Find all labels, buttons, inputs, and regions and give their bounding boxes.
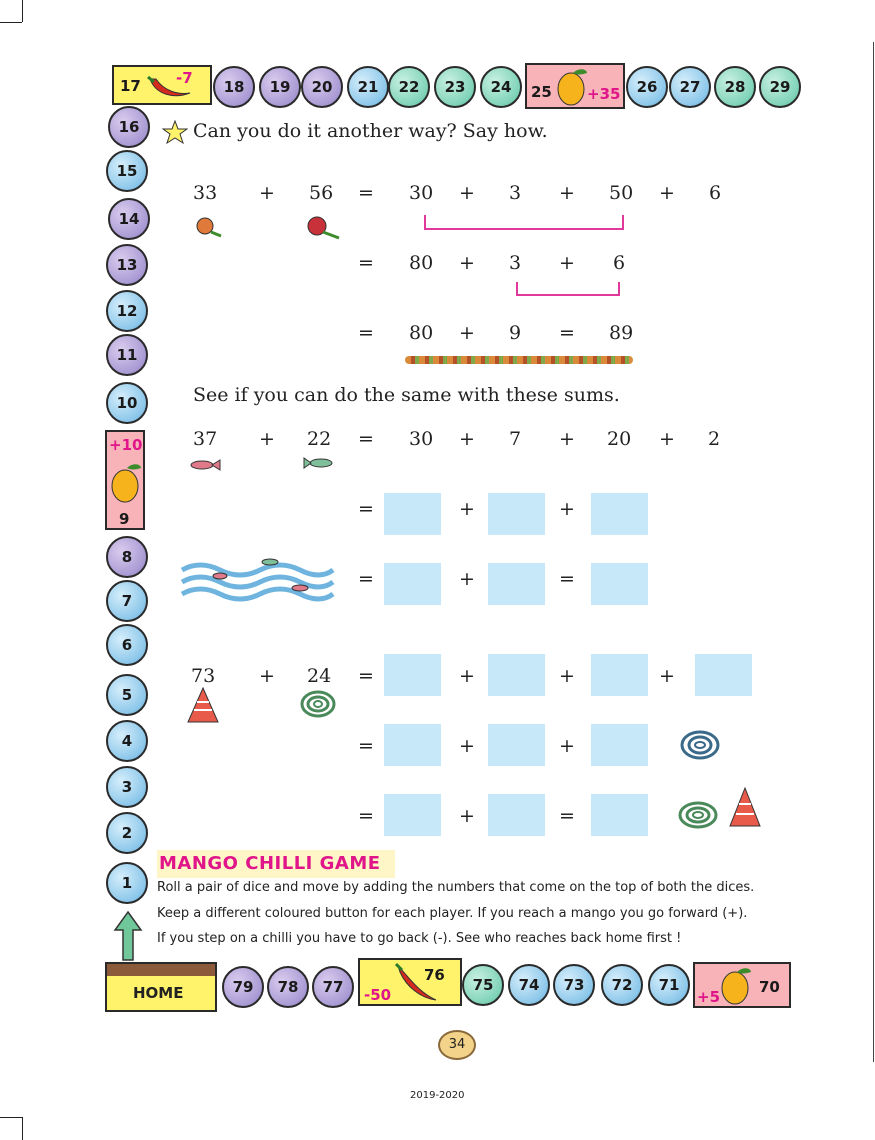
board-cell: 23 (434, 66, 476, 108)
board-cell: 22 (388, 66, 430, 108)
rose-icon (303, 214, 343, 242)
sum1-term: 7 (509, 428, 522, 450)
sum2-op: = (358, 735, 374, 757)
board-cell: 78 (267, 966, 309, 1008)
board-cell: 12 (106, 290, 148, 332)
mango-box-9 (105, 430, 145, 530)
board-cell: 71 (648, 964, 690, 1006)
sum2-op: + (659, 665, 675, 687)
board-cell: 18 (213, 66, 255, 108)
chilli-delta: -50 (364, 986, 392, 1004)
crop-mark (0, 22, 22, 23)
chilli-delta: -7 (176, 69, 193, 87)
sum1-op: = (559, 568, 575, 590)
sum1-op: + (259, 428, 275, 450)
coil-icon (680, 730, 720, 760)
answer-box[interactable] (591, 794, 648, 836)
mango-icon (555, 67, 589, 107)
board-cell: 2 (106, 812, 148, 854)
board-cell: 3 (106, 766, 148, 808)
example-term: 30 (409, 182, 434, 204)
sum2-op: = (358, 805, 374, 827)
coil-icon (678, 800, 718, 830)
home-box (105, 962, 217, 1012)
example-op: + (659, 182, 675, 204)
example-op: = (358, 182, 374, 204)
tent-icon (728, 786, 762, 828)
rule-line: Roll a pair of dice and move by adding the numbers that come on the top of both the dices. (157, 880, 755, 895)
crop-mark (0, 1117, 22, 1118)
answer-box[interactable] (384, 724, 441, 766)
cell-number: 9 (119, 510, 130, 528)
board-cell: 4 (106, 720, 148, 762)
mango-delta: +5 (697, 988, 721, 1006)
chilli-box-76 (358, 958, 462, 1006)
answer-box[interactable] (591, 493, 648, 535)
sum1-op: = (358, 428, 374, 450)
crop-mark (22, 0, 23, 22)
group-bracket (516, 282, 620, 296)
home-roof (107, 964, 215, 976)
sum1-op: + (459, 428, 475, 450)
answer-box[interactable] (488, 794, 545, 836)
sum2-op: + (459, 665, 475, 687)
answer-box[interactable] (384, 654, 441, 696)
example-term: 50 (609, 182, 634, 204)
example-term: 80 (409, 322, 434, 344)
answer-box[interactable] (488, 563, 545, 605)
board-cell: 20 (301, 66, 343, 108)
board-cell: 24 (480, 66, 522, 108)
example-op: = (559, 322, 575, 344)
board-cell: 10 (106, 382, 148, 424)
mango-delta: +10 (109, 436, 143, 454)
example-op: = (358, 252, 374, 274)
board-cell: 27 (669, 66, 711, 108)
example-op: + (559, 182, 575, 204)
board-cell: 15 (106, 150, 148, 192)
sum1-op: + (559, 428, 575, 450)
board-cell: 21 (347, 66, 389, 108)
example-term: 3 (509, 252, 522, 274)
board-cell: 13 (106, 244, 148, 286)
mango-delta: +35 (587, 85, 621, 103)
flower-icon (193, 214, 223, 240)
board-cell: 28 (714, 66, 756, 108)
board-cell: 79 (222, 966, 264, 1008)
mango-box-25 (525, 63, 625, 109)
answer-box[interactable] (591, 563, 648, 605)
cell-number: 17 (120, 77, 141, 95)
sum1-op: + (459, 568, 475, 590)
board-cell: 29 (759, 66, 801, 108)
up-arrow-icon (113, 910, 143, 962)
sum1-term: 22 (307, 428, 332, 450)
answer-box[interactable] (591, 724, 648, 766)
mango-box-70 (693, 962, 791, 1008)
sum1-op: + (459, 498, 475, 520)
instruction-text: See if you can do the same with these sums. (193, 384, 620, 406)
board-cell: 26 (626, 66, 668, 108)
sum2-op: + (559, 735, 575, 757)
sum2-op: = (559, 805, 575, 827)
fish-icon (303, 456, 337, 470)
waves-fish-illustration (180, 552, 335, 602)
board-cell: 6 (106, 624, 148, 666)
board-cell: 7 (106, 580, 148, 622)
sum1-term: 20 (607, 428, 632, 450)
mango-icon (109, 460, 143, 504)
example-term: 33 (193, 182, 218, 204)
question-text: Can you do it another way? Say how. (193, 120, 548, 142)
cell-number: 25 (531, 83, 552, 101)
example-op: + (459, 182, 475, 204)
cell-number: 70 (759, 978, 780, 996)
crop-mark (22, 1117, 23, 1140)
board-cell: 8 (106, 536, 148, 578)
answer-box[interactable] (488, 493, 545, 535)
board-cell: 14 (108, 198, 150, 240)
example-term: 3 (509, 182, 522, 204)
board-cell: 16 (108, 106, 150, 148)
board-cell: 74 (508, 964, 550, 1006)
board-cell: 19 (259, 66, 301, 108)
game-title: MANGO CHILLI GAME (157, 850, 395, 878)
board-cell: 5 (106, 674, 148, 716)
sum2-op: + (459, 805, 475, 827)
board-cell: 77 (312, 966, 354, 1008)
group-bracket (424, 215, 624, 230)
example-term: 89 (609, 322, 634, 344)
example-op: + (459, 322, 475, 344)
sum2-term: 73 (191, 665, 216, 687)
sum1-term: 30 (409, 428, 434, 450)
answer-box[interactable] (488, 724, 545, 766)
sum2-op: + (459, 735, 475, 757)
answer-box[interactable] (488, 654, 545, 696)
rule-line: Keep a different coloured button for each player. If you reach a mango you go forward (+). (157, 906, 748, 921)
example-op: = (358, 322, 374, 344)
answer-box[interactable] (384, 493, 441, 535)
answer-box[interactable] (591, 654, 648, 696)
sum1-op: = (358, 498, 374, 520)
coil-icon (300, 690, 336, 718)
board-cell: 1 (106, 862, 148, 904)
board-cell: 11 (106, 334, 148, 376)
tent-icon (186, 686, 220, 724)
rule-line: If you step on a chilli you have to go back (-). See who reaches back home first ! (157, 931, 682, 946)
sum1-op: + (659, 428, 675, 450)
sum2-op: + (559, 665, 575, 687)
sum2-term: 24 (307, 665, 332, 687)
answer-box[interactable] (695, 654, 752, 696)
sum2-op: + (259, 665, 275, 687)
cell-number: 76 (424, 966, 445, 984)
board-cell: 72 (601, 964, 643, 1006)
mango-icon (719, 966, 753, 1006)
fish-icon (188, 458, 222, 472)
answer-box[interactable] (384, 794, 441, 836)
board-cell: 73 (553, 964, 595, 1006)
star-icon (162, 120, 188, 146)
example-term: 6 (613, 252, 626, 274)
page-edge-line (873, 42, 874, 1062)
footer-year: 2019-2020 (410, 1090, 465, 1101)
example-op: + (259, 182, 275, 204)
chilli-box-17 (112, 65, 212, 105)
sum1-op: + (559, 498, 575, 520)
page-number: 34 (448, 1037, 466, 1052)
sum1-term: 37 (193, 428, 218, 450)
example-op: + (459, 252, 475, 274)
sum1-op: = (358, 568, 374, 590)
answer-box[interactable] (384, 563, 441, 605)
decorative-border (405, 356, 633, 364)
board-cell: 75 (462, 964, 504, 1006)
sum2-op: = (358, 665, 374, 687)
example-term: 6 (709, 182, 722, 204)
example-op: + (559, 252, 575, 274)
example-term: 9 (509, 322, 522, 344)
sum1-term: 2 (708, 428, 721, 450)
example-term: 80 (409, 252, 434, 274)
example-term: 56 (309, 182, 334, 204)
page-number-badge (438, 1030, 476, 1060)
home-label: HOME (133, 984, 184, 1002)
